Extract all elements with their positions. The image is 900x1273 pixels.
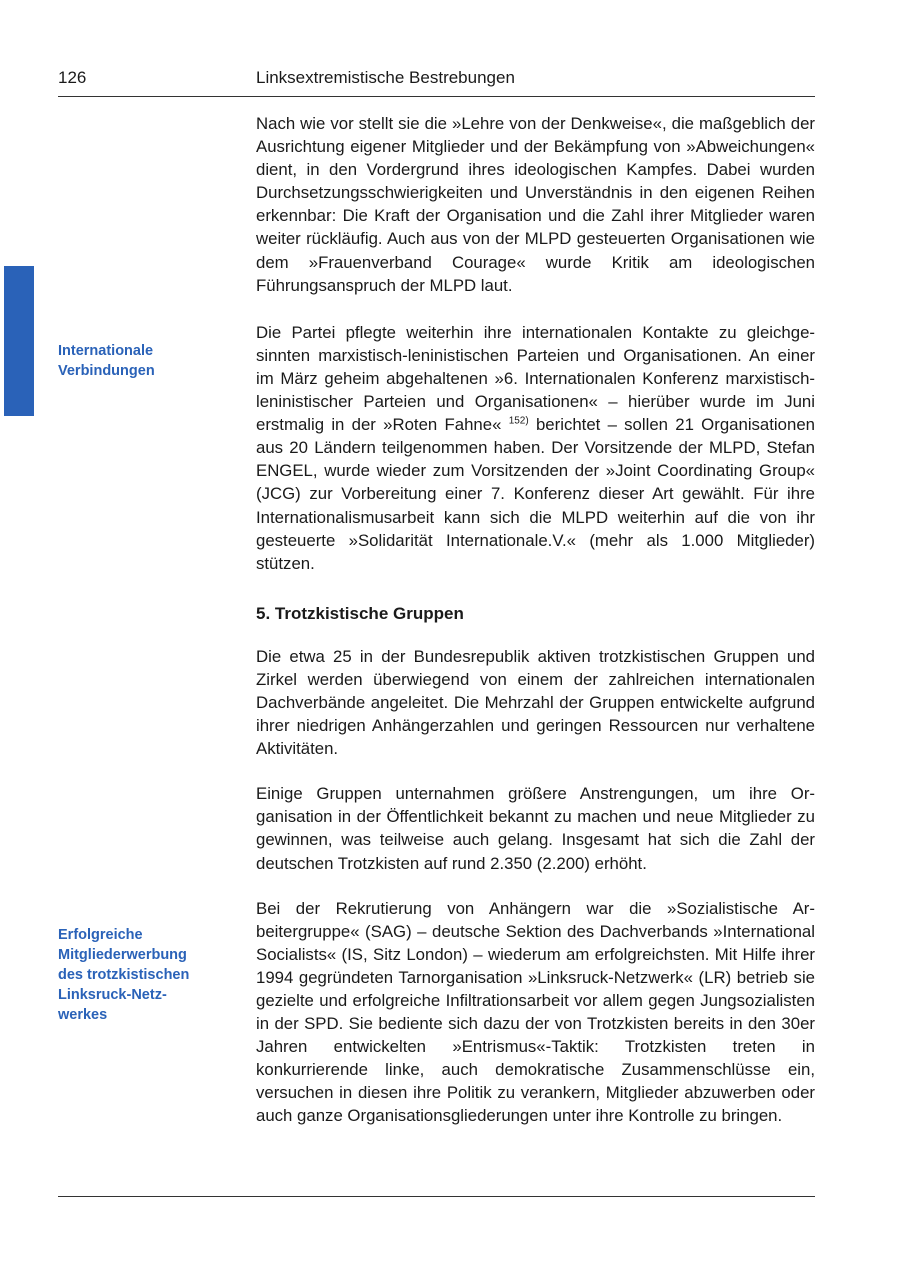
margin-note-line: werkes	[58, 1007, 108, 1023]
footnote-reference: 152)	[508, 415, 529, 427]
paragraph-international-contacts	[256, 321, 815, 575]
chapter-tab-marker	[4, 266, 34, 416]
margin-note-recruitment	[58, 925, 218, 1025]
margin-note-line: Erfolgreiche	[58, 927, 143, 943]
paragraph-member-growth: Einige Gruppen unternahmen größere Anstrengungen, um ihre Organisation in der Öffentlichkeit bekannt zu machen und neue Mitglieder zu gewinnen, was teilweise auch gelang. Insgesamt hat sich die Zahl der deutschen Trotzkisten auf rund 2.350 (2.200) erhöht.	[256, 784, 815, 873]
margin-note-line: Mitgliederwerbung	[58, 947, 187, 963]
paragraph-recruitment: Bei der Rekrutierung von Anhängern war die »Sozialistische Arbeitergruppe« (SAG) – deutsche Sektion des Dachverbands »International Socialists« (IS, Sitz London) – wiederum am erfolgreichsten. Mit Hilfe ihrer 1994 gegründeten Tarnorganisation »Linksruck-Netzwerk« (LR) betrieb sie gezielte und erfolgreiche Infiltrationsarbeit vor allem gegen Jungsozialisten in der SPD. Sie bediente sich dazu der von Trotzkisten bereits in den 30er Jahren entwickelten »Entrismus«-Taktik: Trotzkisten treten in konkurrierende linke, auch demokratische Zusammenschlüsse ein, versuchen in diesen ihre Politik zu verankern, Mitglieder abzuwerben oder auch ganze Organisationsgliederungen unter ihre Kontrolle zu bringen.	[256, 898, 815, 1126]
margin-note-line: Linksruck-Netz-	[58, 987, 167, 1003]
main-text-column	[256, 112, 815, 1142]
paragraph-text: Die Partei pflegte weiterhin ihre internationalen Kontakte zu gleichgesinnten marxistisch-leninistischen Parteien und Organisationen. An einer im März geheim abgehaltenen »6. Internationalen Konferenz marxistisch-leninistischer Parteien und Organisationen« – hierüber wurde im Juni erstmalig in der »Roten Fahne«	[256, 322, 815, 435]
paragraph-ideology: Nach wie vor stellt sie die »Lehre von der Denkweise«, die maßgeblich der Ausrichtung eigener Mitglieder und der Bekämpfung von »Abweichungen« dient, in den Vordergrund ihres ideologischen Kampfes. Dabei wurden Durchsetzungsschwierigkeiten und Unverständnis in den eigenen Reihen erkennbar: Die Kraft der Organisation und die Zahl ihrer Mitglieder waren weiter rückläufig. Auch aus von der MLPD gesteuerten Organisationen wie dem »Frauenverband Courage« wurde Kritik am ideologischen Führungsanspruch der MLPD laut.	[256, 114, 815, 295]
page-number: 126	[58, 68, 87, 87]
header-divider	[58, 96, 815, 97]
running-title: Linksextremistische Bestrebungen	[256, 68, 515, 87]
section-heading: 5. Trotzkistische Gruppen	[256, 603, 464, 623]
margin-note-international-connections	[58, 341, 218, 381]
margin-note-line: Verbindungen	[58, 363, 155, 379]
footer-divider	[58, 1196, 815, 1197]
paragraph-trotskyist-groups: Die etwa 25 in der Bundesrepublik aktiven trotzkistischen Gruppen und Zirkel werden überwiegend von einem der zahlreichen internationalen Dachverbände angeleitet. Die Mehrzahl der Gruppen entwickelte aufgrund ihrer niedrigen Anhängerzahlen und geringen Ressourcen nur verhaltene Aktivitäten.	[256, 646, 815, 759]
margin-note-line: des trotzkistischen	[58, 967, 190, 983]
paragraph-text: berichtet – sollen 21 Organisationen aus 20 Ländern teilgenommen haben. Der Vorsitzende der MLPD, Stefan ENGEL, wurde wieder zum Vorsitzenden der »Joint Coordinating Group« (JCG) zur Vorbereitung einer 7. Konferenz dieser Art gewählt. Für ihre Internationalismusarbeit kann sich die MLPD weiterhin auf die von ihr gesteuerte »Solidarität Internationale.V.« (mehr als 1.000 Mitglieder) stützen.	[256, 415, 815, 573]
margin-note-line: Internationale	[58, 343, 154, 359]
